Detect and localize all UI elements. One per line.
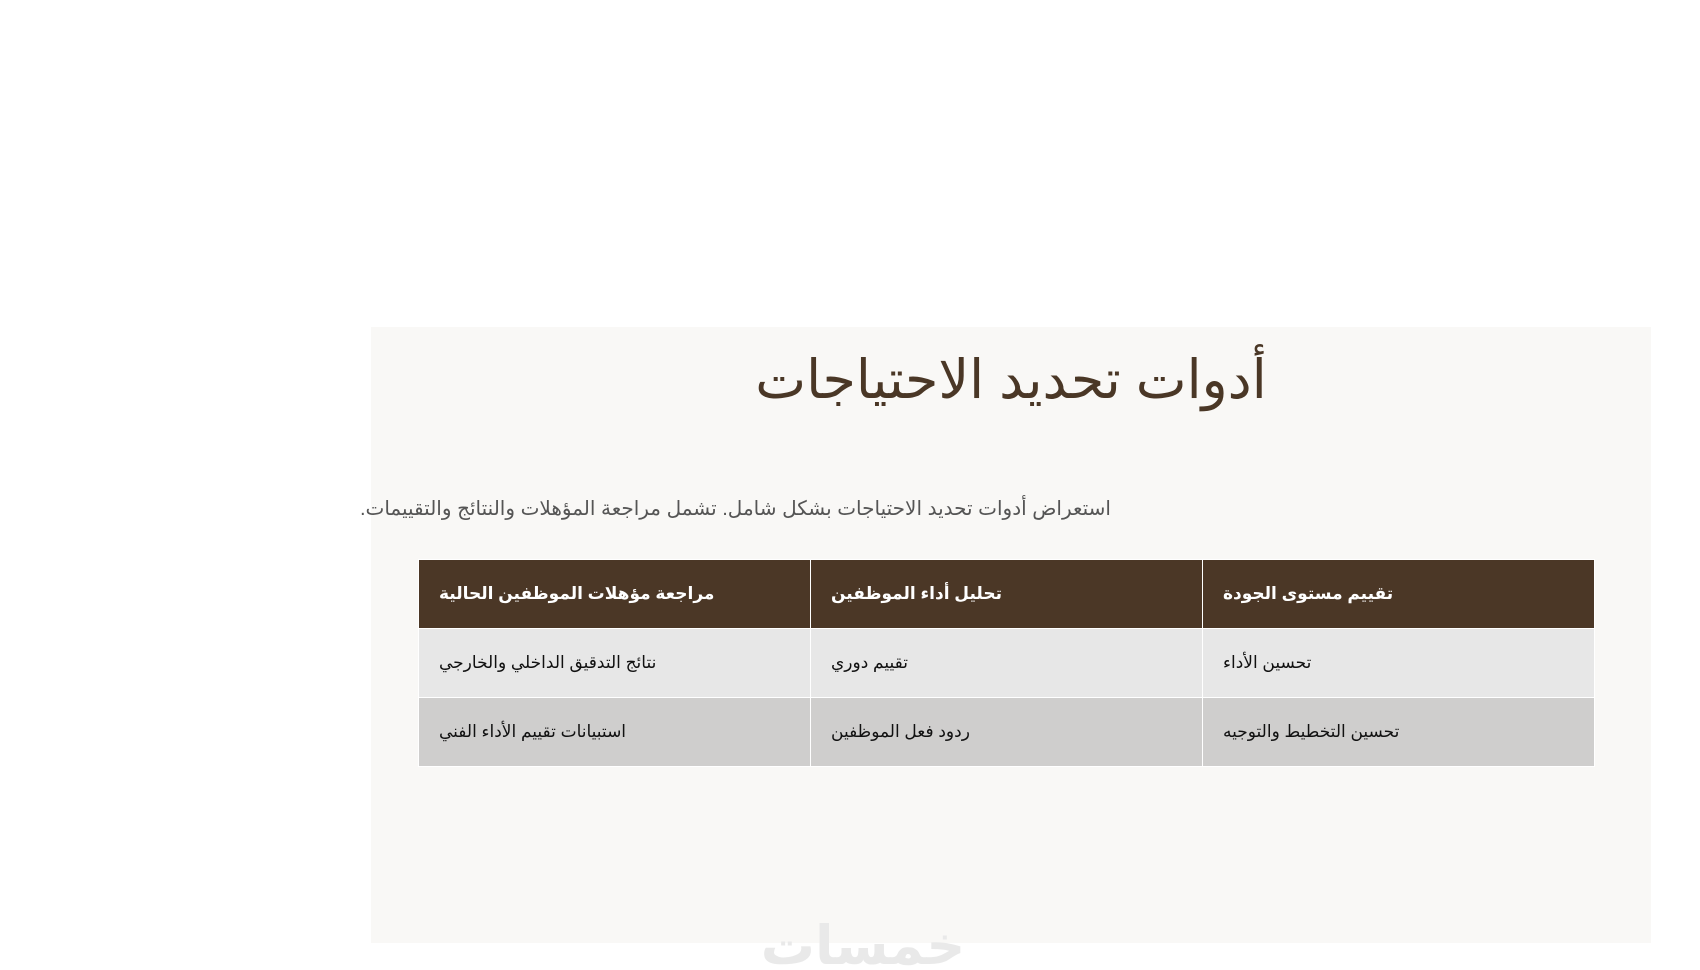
slide: [359, 327, 1651, 943]
table-header-cell: تحليل أداء الموظفين: [811, 560, 1203, 629]
table-cell: تحسين التخطيط والتوجيه: [1203, 698, 1595, 767]
table-row: [419, 698, 1595, 767]
table-cell: استبيانات تقييم الأداء الفني: [419, 698, 811, 767]
table-header-row: [419, 560, 1595, 629]
slide-title: أدوات تحديد الاحتياجات: [755, 350, 1267, 410]
slide-subtitle: استعراض أدوات تحديد الاحتياجات بشكل شامل. تشمل مراجعة المؤهلات والنتائج والتقييمات.: [359, 498, 1111, 520]
table-cell: ردود فعل الموظفين: [811, 698, 1203, 767]
watermark-logo: [756, 912, 970, 970]
table-header-cell: تقييم مستوى الجودة: [1203, 560, 1595, 629]
table-cell: تحسين الأداء: [1203, 629, 1595, 698]
needs-tools-table: [418, 559, 1595, 767]
table-cell: نتائج التدقيق الداخلي والخارجي: [419, 629, 811, 698]
table-header-cell: مراجعة مؤهلات الموظفين الحالية: [419, 560, 811, 629]
watermark-text: خمسات: [760, 914, 966, 970]
table-row: [419, 629, 1595, 698]
table-cell: تقييم دوري: [811, 629, 1203, 698]
